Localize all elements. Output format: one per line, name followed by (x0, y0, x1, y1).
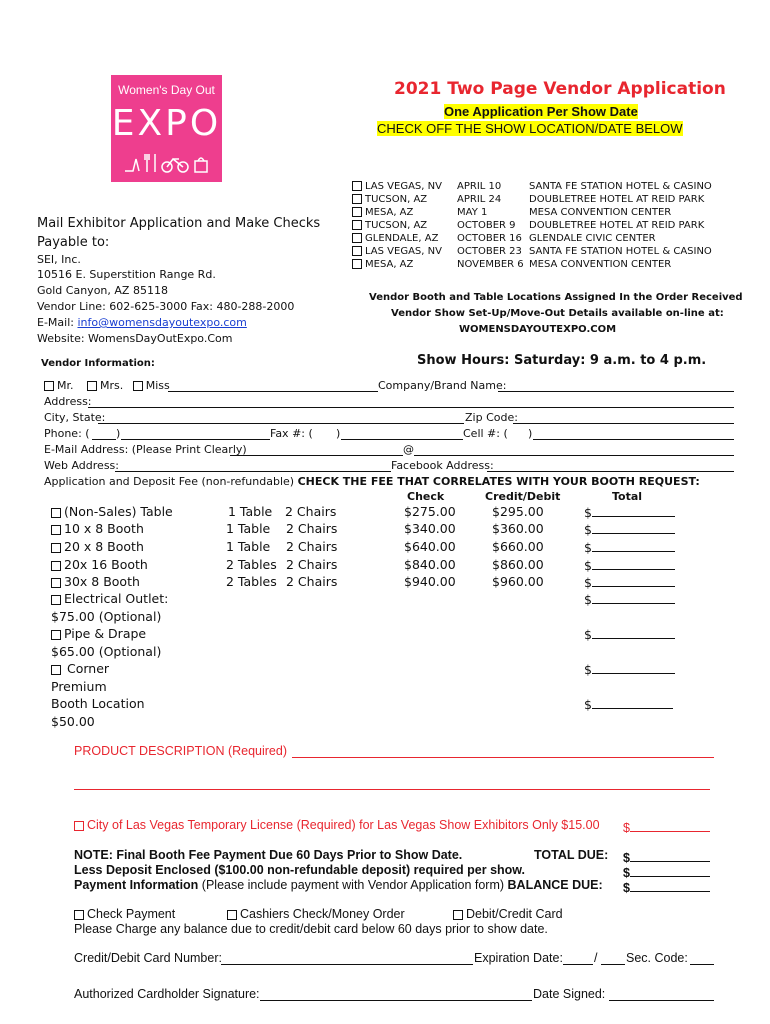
booth-total (584, 521, 675, 537)
cell-field[interactable] (533, 427, 734, 440)
location-row (352, 246, 442, 257)
phone-label: Phone: ( (44, 427, 90, 440)
mail-heading-1: Mail Exhibitor Application and Make Checks (37, 216, 321, 231)
booth-check-price: $640.00 (404, 539, 456, 554)
location-date: APRIL 10 (457, 181, 502, 192)
booth-total-field[interactable] (592, 521, 675, 534)
pipe-label: Pipe & Drape (64, 626, 147, 641)
payment-info-row (74, 878, 603, 892)
charge-note: Please Charge any balance due to credit/debit card below 60 days prior to show date. (74, 922, 548, 936)
show-hours: Show Hours: Saturday: 9 a.m. to 4 p.m. (417, 353, 707, 368)
sec-code-field[interactable] (690, 951, 714, 965)
booth-chairs: 2 Chairs (286, 521, 338, 536)
license-total-field[interactable] (630, 818, 710, 832)
assign-line-2: Vendor Show Set-Up/Move-Out Details available on-line at: (391, 308, 724, 319)
booth-tables: 1 Table (228, 504, 273, 519)
location-venue: GLENDALE CIVIC CENTER (529, 233, 656, 244)
assign-line-3: WOMENSDAYOUTEXPO.COM (459, 324, 617, 335)
email-link[interactable]: info@womensdayoutexpo.com (77, 316, 247, 329)
booth-total (584, 504, 675, 520)
signature-field[interactable] (260, 987, 532, 1001)
mail-street: 10516 E. Superstition Range Rd. (37, 268, 216, 281)
booth-name: 20 x 8 Booth (64, 539, 144, 554)
mail-website: Website: WomensDayOutExpo.Com (37, 332, 233, 345)
location-checkbox[interactable] (352, 220, 362, 230)
email-user-field[interactable] (230, 443, 403, 456)
header-total: Total (612, 490, 643, 503)
location-date: OCTOBER 16 (457, 233, 522, 244)
dollar-sign: $ (584, 627, 592, 642)
mail-email-label: E-Mail: (37, 316, 78, 329)
dollar-sign: $ (584, 697, 592, 712)
address-label: Address: (44, 395, 92, 408)
booth-total-field[interactable] (592, 557, 675, 570)
cashier-label: Cashiers Check/Money Order (240, 907, 405, 921)
booth-total-field[interactable] (592, 539, 675, 552)
location-row (352, 207, 413, 218)
dollar-sign: $ (623, 821, 630, 835)
date-signed-field[interactable] (609, 987, 714, 1001)
location-checkbox[interactable] (352, 207, 362, 217)
assign-line-1: Vendor Booth and Table Locations Assigned In the Order Received (369, 292, 743, 303)
corner-extra-total (584, 696, 673, 712)
total-due-field[interactable] (630, 848, 710, 862)
phone-field[interactable] (121, 427, 270, 440)
booth-total (584, 574, 675, 590)
location-date: OCTOBER 23 (457, 246, 522, 257)
mrs-label: Mrs. (100, 379, 124, 392)
fax-label: Fax #: ( (270, 427, 313, 440)
booth-total (584, 557, 675, 573)
location-city: TUCSON, AZ (365, 220, 428, 231)
electrical-checkbox[interactable] (51, 595, 61, 605)
corner-price: $50.00 (51, 714, 95, 729)
booth-chairs: 2 Chairs (285, 504, 337, 519)
dollar-sign: $ (584, 575, 592, 590)
dollar-sign: $ (584, 662, 592, 677)
booth-option (51, 539, 144, 554)
booth-tables: 1 Table (226, 521, 271, 536)
location-city: LAS VEGAS, NV (365, 246, 442, 257)
sec-code-label: Sec. Code: (626, 951, 688, 965)
location-date: NOVEMBER 6 (457, 259, 524, 270)
location-checkbox[interactable] (352, 246, 362, 256)
booth-credit-price: $960.00 (492, 574, 544, 589)
email-domain-field[interactable] (414, 443, 734, 456)
mr-checkbox[interactable] (44, 381, 54, 391)
license-row (74, 818, 600, 832)
corner-total-field[interactable] (592, 661, 675, 674)
date-signed-label: Date Signed: (533, 987, 606, 1001)
product-label: PRODUCT DESCRIPTION (Required) (74, 744, 288, 758)
booth-checkbox[interactable] (51, 543, 61, 553)
booth-tables: 1 Table (226, 539, 271, 554)
booth-name: 30x 8 Booth (64, 574, 140, 589)
expo-logo (111, 75, 222, 182)
mail-phone: Vendor Line: 602-625-3000 Fax: 480-288-2000 (37, 300, 295, 313)
final-payment-note: NOTE: Final Booth Fee Payment Due 60 Days Prior to Show Date. (74, 848, 463, 862)
booth-tables: 2 Tables (226, 574, 277, 589)
dollar-sign: $ (584, 558, 592, 573)
city-state-label: City, State: (44, 411, 106, 424)
logo-line2: EXPO (111, 103, 222, 144)
email-at: @ (403, 443, 414, 456)
fee-instruction (44, 475, 700, 488)
booth-checkbox[interactable] (51, 508, 61, 518)
fax-field[interactable] (341, 427, 463, 440)
location-date: OCTOBER 9 (457, 220, 516, 231)
check-payment-checkbox[interactable] (74, 910, 84, 920)
company-field[interactable] (498, 379, 734, 392)
card-number-label: Credit/Debit Card Number: (74, 951, 222, 965)
pipe-total-field[interactable] (592, 626, 675, 639)
deposit-field[interactable] (630, 863, 710, 877)
location-row (352, 220, 427, 231)
subtitle-one-application: One Application Per Show Date (444, 104, 638, 119)
location-date: APRIL 24 (457, 194, 502, 205)
expiration-label: Expiration Date: (474, 951, 563, 965)
exp-month-field[interactable] (563, 951, 593, 965)
location-checkbox[interactable] (352, 259, 362, 269)
miss-label: Miss (145, 379, 170, 392)
miss-checkbox[interactable] (133, 381, 143, 391)
web-field[interactable] (115, 459, 391, 472)
check-payment-option (74, 907, 175, 921)
booth-credit-price: $360.00 (492, 521, 544, 536)
exp-year-field[interactable] (601, 951, 625, 965)
shopping-icons (123, 151, 213, 175)
booth-check-price: $340.00 (404, 521, 456, 536)
booth-chairs: 2 Chairs (286, 574, 338, 589)
booth-credit-price: $660.00 (492, 539, 544, 554)
license-total (623, 818, 710, 835)
booth-check-price: $940.00 (404, 574, 456, 589)
card-label: Debit/Credit Card (466, 907, 563, 921)
booth-checkbox[interactable] (51, 578, 61, 588)
electrical-price: $75.00 (Optional) (51, 609, 162, 624)
mrs-checkbox[interactable] (87, 381, 97, 391)
vendor-info-label: Vendor Information: (41, 358, 155, 369)
balance-due-label: BALANCE DUE: (507, 878, 603, 892)
cell-paren: ) (528, 427, 533, 440)
booth-checkbox[interactable] (51, 561, 61, 571)
cashier-option (227, 907, 405, 921)
header-check: Check (407, 490, 445, 503)
booth-credit-price: $860.00 (492, 557, 544, 572)
location-city: MESA, AZ (365, 207, 414, 218)
header-credit: Credit/Debit (485, 490, 561, 503)
location-checkbox[interactable] (352, 194, 362, 204)
email-label: E-Mail Address: (Please Print Clearly) (44, 443, 247, 456)
dollar-sign: $ (623, 851, 630, 865)
location-venue: DOUBLETREE HOTEL AT REID PARK (529, 194, 705, 205)
location-checkbox[interactable] (352, 233, 362, 243)
product-field-2[interactable] (74, 775, 710, 790)
deposit-note: Less Deposit Enclosed ($100.00 non-refundable deposit) required per show. (74, 863, 526, 877)
location-venue: MESA CONVENTION CENTER (529, 207, 672, 218)
payment-info-text: (Please include payment with Vendor Application form) (198, 878, 508, 892)
pipe-total (584, 626, 675, 642)
booth-option (51, 574, 140, 589)
booth-tables: 2 Tables (226, 557, 277, 572)
fax-paren: ) (336, 427, 341, 440)
location-checkbox[interactable] (352, 181, 362, 191)
booth-option (51, 557, 148, 572)
booth-name: (Non-Sales) Table (64, 504, 173, 519)
salutation-row (44, 379, 170, 392)
location-row (352, 194, 427, 205)
location-row (352, 233, 438, 244)
dollar-sign: $ (623, 866, 630, 880)
mail-city: Gold Canyon, AZ 85118 (37, 284, 168, 297)
booth-option (51, 504, 173, 519)
company-label: Company/Brand Name: (378, 379, 507, 392)
electrical-total (584, 591, 675, 607)
electrical-option (51, 591, 168, 606)
signature-label: Authorized Cardholder Signature: (74, 987, 260, 1001)
subtitle-check-off: CHECK OFF THE SHOW LOCATION/DATE BELOW (377, 121, 683, 136)
booth-credit-price: $295.00 (492, 504, 544, 519)
zip-label: Zip Code: (465, 411, 518, 424)
mail-heading-2: Payable to: (37, 235, 110, 250)
location-row (352, 181, 442, 192)
corner-checkbox[interactable] (51, 665, 61, 675)
location-date: MAY 1 (457, 207, 488, 218)
location-city: GLENDALE, AZ (365, 233, 439, 244)
corner-option (51, 661, 109, 676)
booth-checkbox[interactable] (51, 525, 61, 535)
corner-label: Corner (67, 661, 110, 676)
location-venue: DOUBLETREE HOTEL AT REID PARK (529, 220, 705, 231)
booth-chairs: 2 Chairs (286, 539, 338, 554)
cell-label: Cell #: ( (463, 427, 508, 440)
card-number-field[interactable] (221, 951, 473, 965)
corner-total (584, 661, 675, 677)
location-city: TUCSON, AZ (365, 194, 428, 205)
facebook-label: Facebook Address: (391, 459, 494, 472)
cashier-checkbox[interactable] (227, 910, 237, 920)
location-row (352, 259, 413, 270)
fee-instruction-text: Application and Deposit Fee (non-refundable) (44, 475, 298, 488)
card-checkbox[interactable] (453, 910, 463, 920)
address-field[interactable] (88, 395, 734, 408)
electrical-label: Electrical Outlet: (64, 591, 169, 606)
location-city: MESA, AZ (365, 259, 414, 270)
dollar-sign: $ (584, 505, 592, 520)
page-title: 2021 Two Page Vendor Application (394, 79, 726, 99)
booth-name: 10 x 8 Booth (64, 521, 144, 536)
booth-check-price: $840.00 (404, 557, 456, 572)
web-label: Web Address: (44, 459, 119, 472)
phone-paren: ) (116, 427, 121, 440)
fee-instruction-bold: CHECK THE FEE THAT CORRELATES WITH YOUR BOOTH REQUEST: (297, 475, 700, 488)
payment-info-label: Payment Information (74, 878, 199, 892)
location-venue: SANTA FE STATION HOTEL & CASINO (529, 246, 712, 257)
pipe-option (51, 626, 146, 641)
location-venue: MESA CONVENTION CENTER (529, 259, 672, 270)
booth-option (51, 521, 144, 536)
product-field-1[interactable] (292, 743, 714, 758)
electrical-total-field[interactable] (592, 591, 675, 604)
dollar-sign: $ (584, 540, 592, 555)
card-option (453, 907, 563, 921)
logo-line1: Women's Day Out (118, 83, 215, 97)
mail-email-row (37, 316, 247, 329)
location-city: LAS VEGAS, NV (365, 181, 442, 192)
total-due-label: TOTAL DUE: (534, 848, 609, 862)
corner-label-3: Booth Location (51, 696, 145, 711)
pipe-checkbox[interactable] (51, 630, 61, 640)
booth-chairs: 2 Chairs (286, 557, 338, 572)
corner-label-2: Premium (51, 679, 107, 694)
zip-field[interactable] (513, 411, 734, 424)
location-venue: SANTA FE STATION HOTEL & CASINO (529, 181, 712, 192)
facebook-field[interactable] (487, 459, 734, 472)
booth-total (584, 539, 675, 555)
pipe-price: $65.00 (Optional) (51, 644, 162, 659)
mr-label: Mr. (57, 379, 74, 392)
phone-area-field[interactable] (92, 427, 116, 440)
booth-check-price: $275.00 (404, 504, 456, 519)
booth-name: 20x 16 Booth (64, 557, 148, 572)
check-payment-label: Check Payment (87, 907, 176, 921)
dollar-sign: $ (584, 522, 592, 537)
balance-due-field[interactable] (630, 878, 710, 892)
exp-slash: / (594, 951, 598, 965)
corner-extra-field[interactable] (592, 696, 673, 709)
city-state-field[interactable] (98, 411, 464, 424)
name-field[interactable] (168, 379, 378, 392)
booth-total-field[interactable] (592, 504, 675, 517)
booth-total-field[interactable] (592, 574, 675, 587)
dollar-sign: $ (623, 881, 630, 895)
dollar-sign: $ (584, 592, 592, 607)
license-checkbox[interactable] (74, 821, 84, 831)
license-label: City of Las Vegas Temporary License (Required) for Las Vegas Show Exhibitors Only $15.00 (87, 818, 600, 832)
balance-due (623, 878, 710, 895)
mail-name: SEI, Inc. (37, 253, 81, 266)
